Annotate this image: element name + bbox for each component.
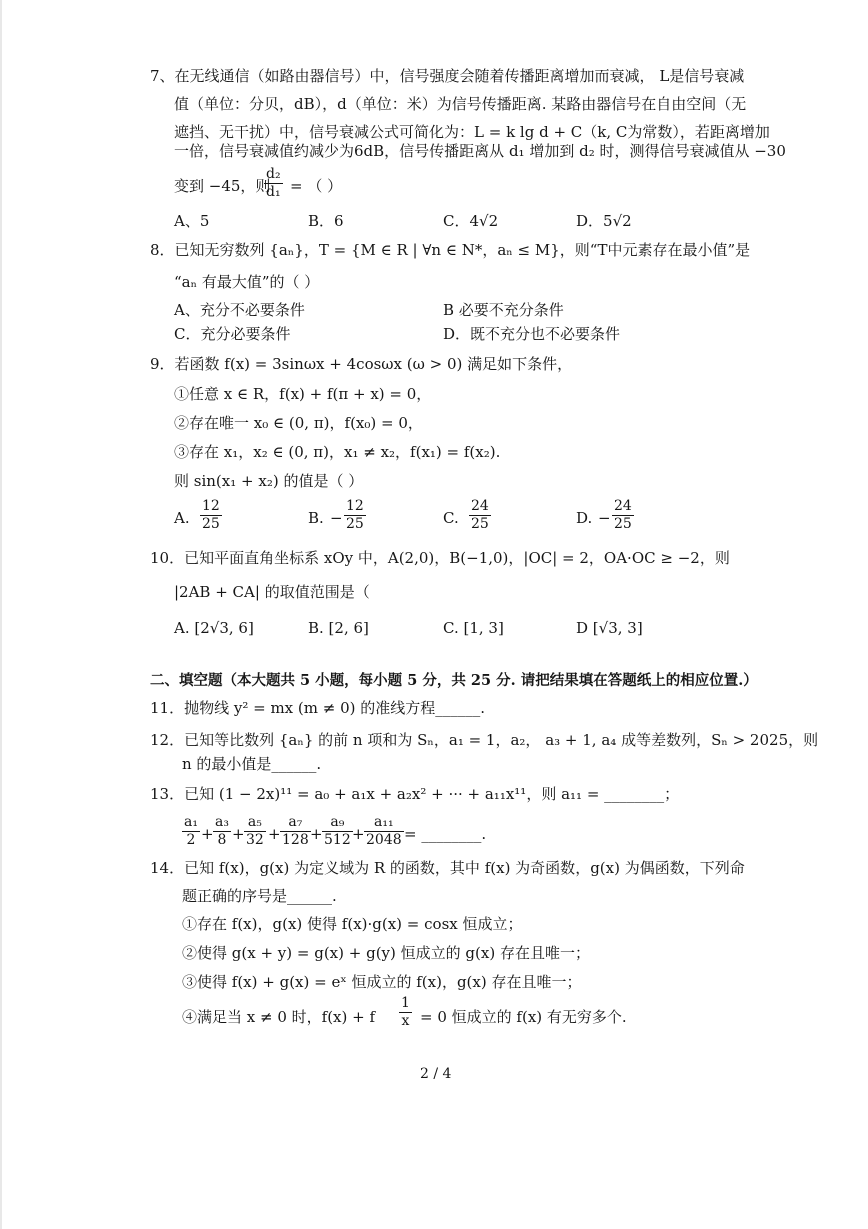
- q12-line-1: 12．已知等比数列 {aₙ} 的前 n 项和为 Sₙ，a₁ = 1，a₂， a₃ + 1, a₄ 成等差数列，Sₙ > 2025，则: [150, 731, 819, 749]
- q7-line-3: 遮挡、无干扰）中，信号衰减公式可简化为：L = k lg d + C（k, C为常数），若距离增加: [174, 123, 770, 141]
- q9-option-b-fraction: [344, 498, 366, 533]
- q13-tail: = ________.: [404, 825, 487, 843]
- q8-option-d: D．既不充分也不必要条件: [443, 325, 621, 343]
- q9-option-d-label: D.: [576, 509, 593, 527]
- q13-fraction-2-numerator: a₃: [215, 814, 229, 830]
- q9-option-a-numerator: 12: [202, 498, 220, 514]
- q9-condition-1: ①任意 x ∈ R，f(x) + f(π + x) = 0，: [174, 385, 432, 403]
- q8-option-a: A、充分不必要条件: [174, 301, 305, 319]
- q13-fraction-6-denominator: 2048: [366, 832, 402, 848]
- q11-line-1: 11．抛物线 y² = mx (m ≠ 0) 的准线方程______.: [150, 699, 486, 717]
- q13-plus-1: +: [201, 825, 214, 843]
- q9-condition-3: ③存在 x₁，x₂ ∈ (0, π)，x₁ ≠ x₂，f(x₁) = f(x₂).: [174, 443, 501, 461]
- q13-fraction-4-denominator: 128: [282, 832, 309, 848]
- q10-option-b: B. [2, 6]: [308, 619, 369, 637]
- q7-option-d: D．5√2: [576, 212, 632, 230]
- q7-line-4: 一倍，信号衰减值约减少为6dB，信号传播距离从 d₁ 增加到 d₂ 时，测得信号衰减值从 −30: [174, 142, 786, 160]
- q13-fraction-6: [364, 814, 404, 849]
- q10-option-d: D [√3, 3]: [576, 619, 643, 637]
- q13-fraction-3: [244, 814, 266, 849]
- q9-option-c-denominator: 25: [471, 516, 489, 532]
- q13-fraction-2-denominator: 8: [217, 832, 227, 848]
- q13-fraction-1-denominator: 2: [186, 832, 196, 848]
- q9-option-c-fraction: [469, 498, 491, 533]
- q9-option-c-numerator: 24: [471, 498, 489, 514]
- q14-statement-1: ①存在 f(x)，g(x) 使得 f(x)·g(x) = cosx 恒成立；: [182, 915, 523, 933]
- q12-line-2: n 的最小值是______.: [182, 755, 322, 773]
- q7-fraction-denominator: d₁: [266, 184, 281, 200]
- scan-edge: [0, 0, 2, 1229]
- q7-option-a: A、5: [174, 212, 210, 230]
- q7-option-c: C．4√2: [443, 212, 499, 230]
- q14-statement-4-prefix: ④满足当 x ≠ 0 时，f(x) + f: [182, 1008, 376, 1026]
- q13-plus-2: +: [232, 825, 245, 843]
- q14-statement-4-suffix: = 0 恒成立的 f(x) 有无穷多个.: [420, 1008, 627, 1026]
- q10-option-c: C. [1, 3]: [443, 619, 504, 637]
- q10-line-1: 10．已知平面直角坐标系 xOy 中，A(2,0)，B(−1,0)，|OC| = 2，OA·OC ≥ −2，则: [150, 549, 730, 567]
- q13-plus-4: +: [310, 825, 323, 843]
- page-number: 2 / 4: [420, 1066, 452, 1082]
- q7-fraction: [264, 166, 283, 201]
- q13-fraction-1: [182, 814, 200, 849]
- section-2-heading: 二、填空题（本大题共 5 小题，每小题 5 分，共 25 分. 请把结果填在答题纸上的相应位置.）: [150, 672, 758, 689]
- q14-fraction-numerator: 1: [401, 995, 410, 1011]
- q7-line-1: 7、在无线通信（如路由器信号）中，信号强度会随着传播距离增加而衰减， L是信号衰减: [150, 67, 745, 85]
- q9-option-d-denominator: 25: [614, 516, 632, 532]
- q14-line-2: 题正确的序号是______.: [182, 887, 337, 905]
- q9-condition-2: ②存在唯一 x₀ ∈ (0, π)，f(x₀) = 0，: [174, 414, 423, 432]
- q8-option-c: C．充分必要条件: [174, 325, 291, 343]
- q9-option-c-label: C.: [443, 509, 459, 527]
- q13-plus-3: +: [268, 825, 281, 843]
- q9-option-b-sign: −: [330, 509, 343, 527]
- q13-fraction-1-numerator: a₁: [184, 814, 198, 830]
- q9-option-d-fraction: [612, 498, 634, 533]
- q13-fraction-5-numerator: a₉: [322, 814, 353, 832]
- q7-ask-prefix: 变到 −45，则: [174, 177, 271, 195]
- q13-fraction-4: [280, 814, 311, 849]
- q8-option-b: B 必要不充分条件: [443, 301, 564, 319]
- q13-fraction-5: [322, 814, 353, 849]
- q13-line-1: 13．已知 (1 − 2x)¹¹ = a₀ + a₁x + a₂x² + ··· + a₁₁x¹¹，则 a₁₁ = ________；: [150, 785, 680, 803]
- q14-statement-2: ②使得 g(x + y) = g(x) + g(y) 恒成立的 g(x) 存在且唯一；: [182, 944, 590, 962]
- q9-option-b-label: B.: [308, 509, 324, 527]
- q9-option-d-sign: −: [598, 509, 611, 527]
- q9-option-b-numerator: 12: [346, 498, 364, 514]
- q13-fraction-6-numerator: a₁₁: [364, 814, 404, 832]
- q14-line-1: 14．已知 f(x)，g(x) 为定义域为 R 的函数，其中 f(x) 为奇函数，g(x) 为偶函数，下列命: [150, 859, 745, 877]
- q7-line-2: 值（单位：分贝，dB），d（单位：米）为信号传播距离. 某路由器信号在自由空间（无: [174, 95, 747, 113]
- q14-statement-4-fraction: [399, 995, 412, 1030]
- q7-ask-suffix: = （ ）: [290, 177, 343, 195]
- q9-option-b-denominator: 25: [346, 516, 364, 532]
- q7-option-b: B．6: [308, 212, 344, 230]
- q13-fraction-5-denominator: 512: [324, 832, 351, 848]
- q13-fraction-3-numerator: a₅: [244, 814, 266, 832]
- q9-line-1: 9．若函数 f(x) = 3sinωx + 4cosωx (ω > 0) 满足如下条件，: [150, 355, 573, 373]
- q9-option-d-numerator: 24: [614, 498, 632, 514]
- q8-line-2: “aₙ 有最大值”的（ ）: [174, 273, 320, 291]
- q13-fraction-3-denominator: 32: [246, 832, 264, 848]
- q13-fraction-2: [213, 814, 231, 849]
- q9-option-a-fraction: [200, 498, 222, 533]
- q8-line-1: 8．已知无穷数列 {aₙ}，T = {M ∈ R | ∀n ∈ N*，aₙ ≤ M}，则“T中元素存在最小值”是: [150, 241, 751, 259]
- q13-plus-5: +: [352, 825, 365, 843]
- q9-option-a-label: A.: [174, 509, 190, 527]
- q14-fraction-denominator: x: [401, 1013, 410, 1029]
- q13-fraction-4-numerator: a₇: [280, 814, 311, 832]
- q9-option-a-denominator: 25: [202, 516, 220, 532]
- q7-fraction-numerator: d₂: [266, 166, 281, 182]
- q10-line-2: |2AB + CA| 的取值范围是（: [174, 583, 370, 601]
- q10-option-a: A. [2√3, 6]: [174, 619, 254, 637]
- q14-statement-3: ③使得 f(x) + g(x) = eˣ 恒成立的 f(x)，g(x) 存在且唯一；: [182, 973, 582, 991]
- q9-ask: 则 sin(x₁ + x₂) 的值是（ ）: [174, 472, 364, 490]
